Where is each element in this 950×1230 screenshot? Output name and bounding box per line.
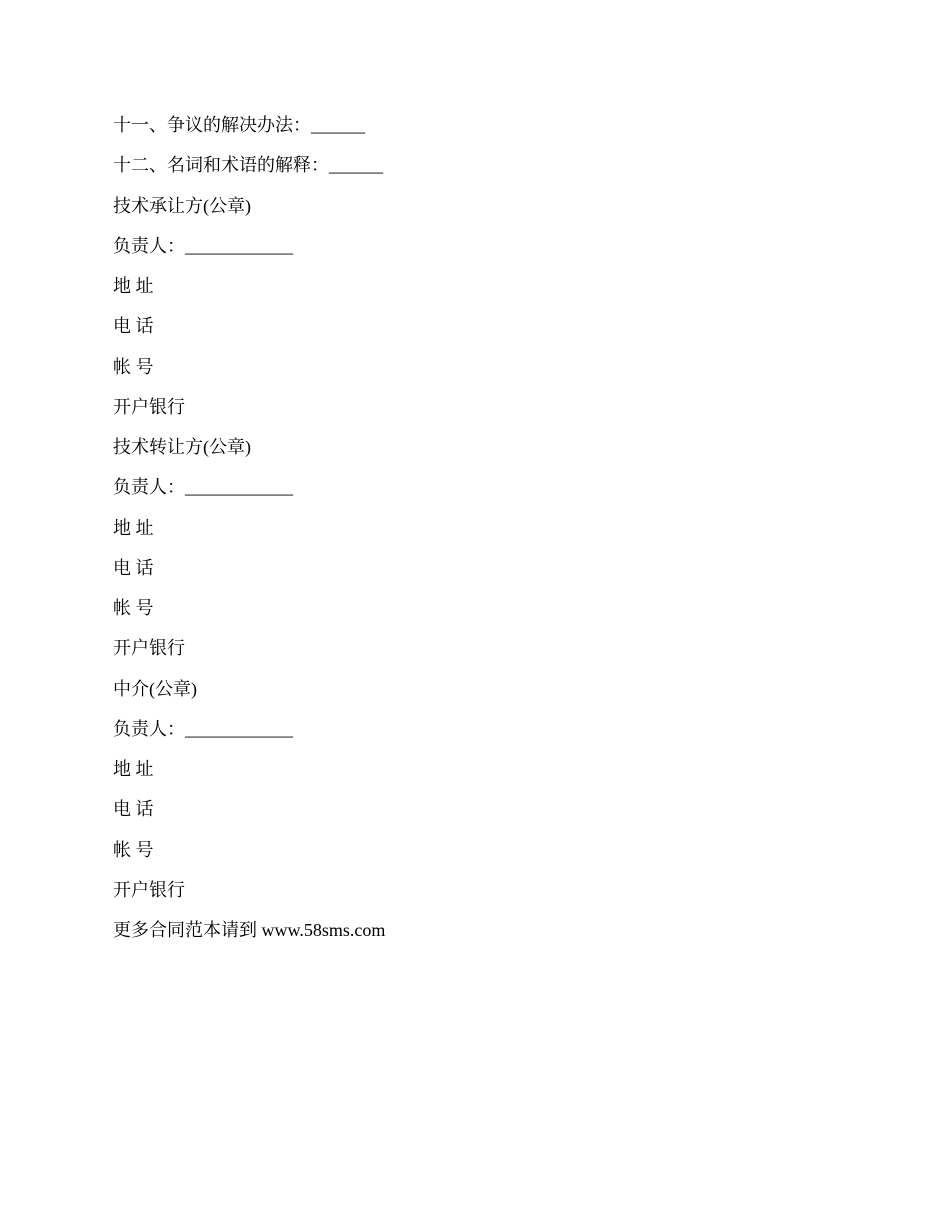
transferor-phone: 电 话 bbox=[113, 557, 154, 578]
transferor-representative: 负责人：____________ bbox=[113, 477, 293, 498]
transferee-account: 帐 号 bbox=[113, 356, 154, 377]
dispute-resolution-clause: 十一、争议的解决办法：______ bbox=[113, 115, 365, 135]
transferor-bank: 开户银行 bbox=[113, 638, 185, 659]
transferor-account: 帐 号 bbox=[113, 598, 154, 618]
intermediary-address: 地 址 bbox=[113, 759, 154, 779]
transferee-phone: 电 话 bbox=[113, 316, 154, 337]
transferee-address: 地 址 bbox=[113, 276, 154, 296]
document-body bbox=[113, 113, 833, 958]
transferor-address: 地 址 bbox=[113, 517, 154, 538]
terms-definition-clause: 十二、名词和术语的解释：______ bbox=[113, 155, 383, 176]
transferor-heading: 技术转让方(公章) bbox=[113, 437, 251, 457]
intermediary-phone: 电 话 bbox=[113, 799, 154, 820]
transferee-heading: 技术承让方(公章) bbox=[113, 195, 251, 216]
footer-note: 更多合同范本请到 www.58sms.com bbox=[113, 920, 386, 940]
intermediary-heading: 中介(公章) bbox=[113, 678, 197, 699]
intermediary-bank: 开户银行 bbox=[113, 879, 185, 900]
transferee-bank: 开户银行 bbox=[113, 396, 185, 417]
intermediary-representative: 负责人：____________ bbox=[113, 718, 293, 739]
intermediary-account: 帐 号 bbox=[113, 839, 154, 860]
transferee-representative: 负责人：____________ bbox=[113, 235, 293, 256]
